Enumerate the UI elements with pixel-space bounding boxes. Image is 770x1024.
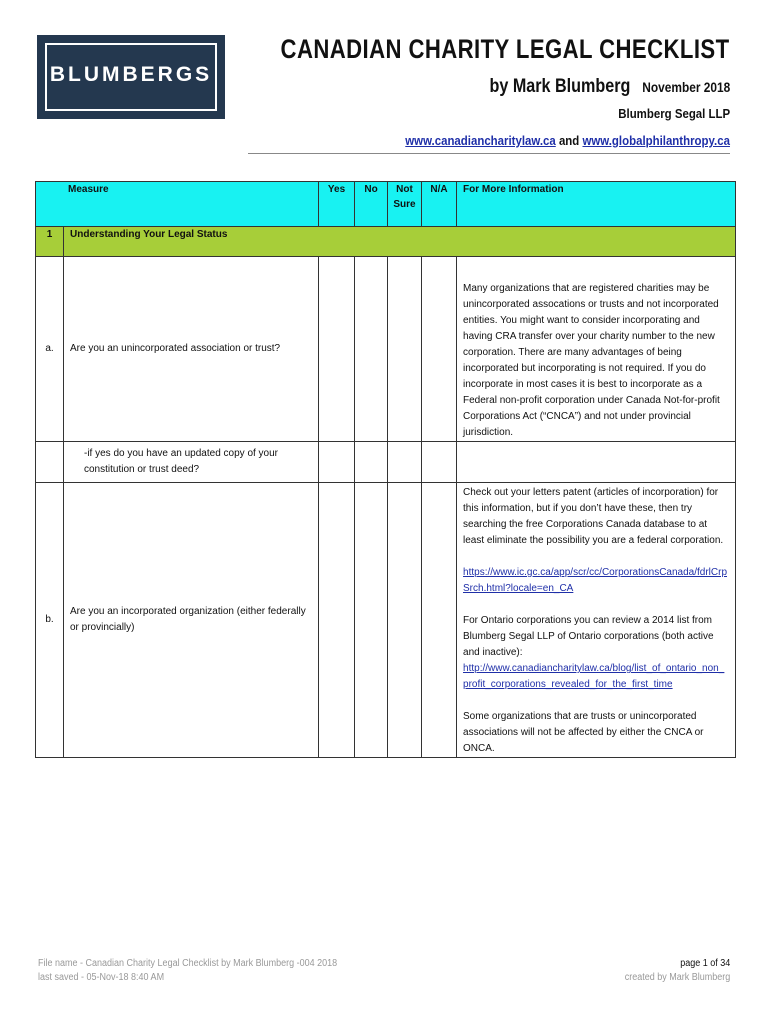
section-number: 1: [36, 227, 64, 257]
header-measure: Measure: [36, 182, 319, 227]
header-na: N/A: [422, 182, 457, 227]
not-sure-cell[interactable]: [388, 483, 422, 758]
website-links: [405, 133, 730, 148]
byline: [489, 76, 730, 98]
na-cell[interactable]: [422, 442, 457, 483]
table-row: [36, 442, 736, 483]
author: by Mark Blumberg: [489, 76, 631, 97]
row-letter: b.: [36, 483, 64, 758]
row-letter: [36, 442, 64, 483]
info-text: Check out your letters patent (articles of incorporation) for this information, but if you don’t have these, then try searching the free Corporations Canada database to at least eliminate the possibility you are a federal corporation.: [463, 487, 724, 546]
info-text: For Ontario corporations you can review a 2014 list from Blumberg Segal LLP of Ontario corporations (both active and inactive):: [463, 615, 714, 658]
table-row: [36, 257, 736, 442]
firm-name: Blumberg Segal LLP: [618, 106, 730, 121]
header-more-info: For More Information: [457, 182, 736, 227]
ontario-corporations-list-link[interactable]: http://www.canadiancharitylaw.ca/blog/list_of_ontario_non_profit_corporations_revealed_for_the_first_time: [463, 663, 725, 690]
row-info: [457, 257, 736, 442]
header-no: No: [355, 182, 388, 227]
header-yes: Yes: [319, 182, 355, 227]
info-text: Many organizations that are registered charities may be unincorporated assocations or trusts and not incorporated entities. You might want to consider incorporating and having CRA transfer over your charity number to the new corporation. There are many advantages of being incorporated but incorporating is not required. If you do incorporate in most cases it is best to incorporate as a Federal non-profit corporation under Canada Not-for-profit Corporations Act (“CNCA”) and not under provincial jurisdiction.: [463, 283, 720, 438]
link-joiner: and: [558, 133, 580, 148]
footer-last-saved: last saved - 05-Nov-18 8:40 AM: [38, 972, 165, 983]
page-number: page 1 of 34: [679, 958, 730, 969]
table-header-row: [36, 182, 736, 227]
yes-cell[interactable]: [319, 442, 355, 483]
logo-text: BLUMBERGS: [49, 63, 213, 86]
no-cell[interactable]: [355, 257, 388, 442]
blumbergs-logo: [37, 35, 225, 119]
row-question: Are you an incorporated organization (either federally or provincially): [64, 483, 319, 758]
not-sure-cell[interactable]: [388, 257, 422, 442]
na-cell[interactable]: [422, 257, 457, 442]
header-not-sure-line2: Sure: [393, 199, 416, 210]
footer-file-info: [38, 957, 337, 985]
globalphilanthropy-link[interactable]: www.globalphilanthropy.ca: [582, 133, 730, 148]
row-info: [457, 442, 736, 483]
section-title: Understanding Your Legal Status: [64, 227, 736, 257]
not-sure-cell[interactable]: [388, 442, 422, 483]
header-divider: [248, 153, 730, 154]
document-title: CANADIAN CHARITY LEGAL CHECKLIST: [281, 34, 730, 64]
na-cell[interactable]: [422, 483, 457, 758]
publication-date: November 2018: [642, 79, 730, 95]
row-question: Are you an unincorporated association or trust?: [64, 257, 319, 442]
table-row: [36, 483, 736, 758]
no-cell[interactable]: [355, 442, 388, 483]
footer-page-info: [624, 957, 730, 985]
info-text: Some organizations that are trusts or unincorporated associations will not be affected by either the CNCA or ONCA.: [463, 711, 704, 754]
no-cell[interactable]: [355, 483, 388, 758]
section-row: [36, 227, 736, 257]
canadiancharitylaw-link[interactable]: www.canadiancharitylaw.ca: [405, 133, 556, 148]
yes-cell[interactable]: [319, 257, 355, 442]
row-info: [457, 483, 736, 758]
row-letter: a.: [36, 257, 64, 442]
checklist-table: [35, 181, 736, 758]
yes-cell[interactable]: [319, 483, 355, 758]
corporations-canada-search-link[interactable]: https://www.ic.gc.ca/app/scr/cc/CorporationsCanada/fdrlCrpSrch.html?locale=en_CA: [463, 567, 728, 594]
header-not-sure: [388, 182, 422, 227]
row-question: -if yes do you have an updated copy of your constitution or trust deed?: [64, 442, 319, 483]
header-not-sure-line1: Not: [396, 184, 413, 195]
footer-created-by: created by Mark Blumberg: [624, 972, 730, 983]
footer-file-name: File name - Canadian Charity Legal Checklist by Mark Blumberg -004 2018: [38, 958, 338, 969]
